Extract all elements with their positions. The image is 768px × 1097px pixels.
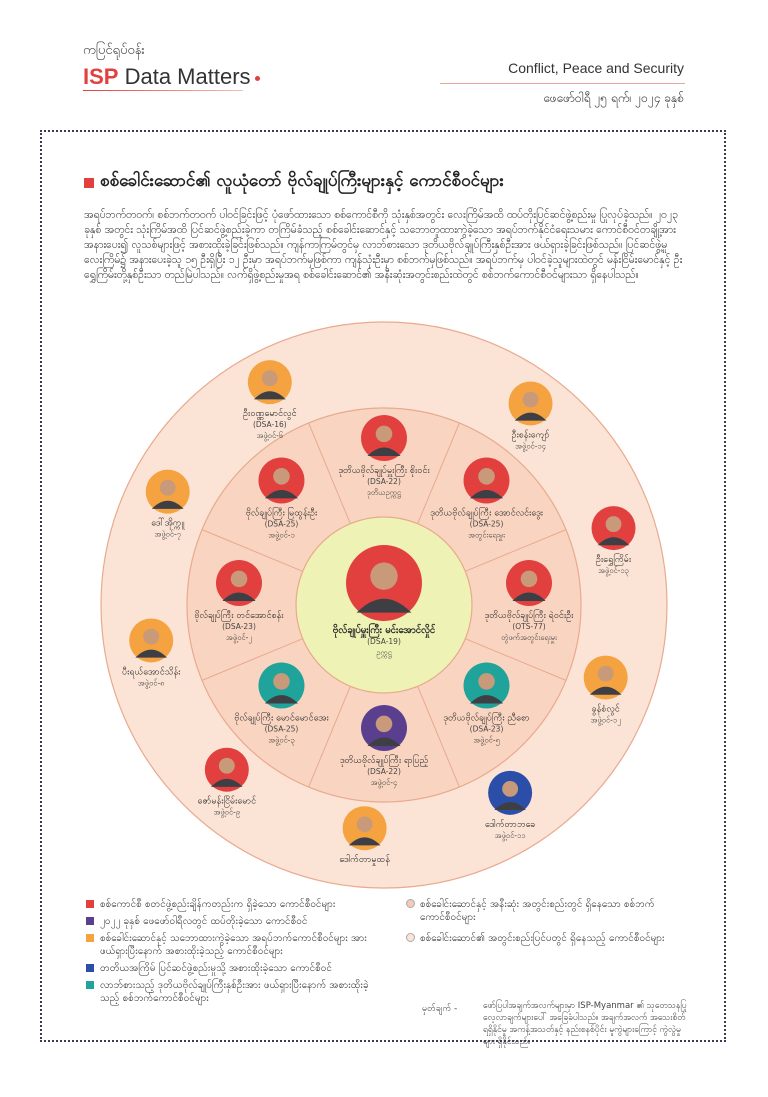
- legend-label: လာဘ်စားသည့် ဒုတိယဗိုလ်ချုပ်ကြီးနှစ်ဦးအား ဖယ်ရှားပြီးနောက် အစားထိုးခဲ့သည့် စစ်ဘက်ကောင်စီဝင်များ: [100, 980, 369, 1004]
- portrait-head-icon: [523, 392, 539, 408]
- member-name: ဗိုလ်ချုပ်ကြီး တင်အောင်စန်း: [194, 611, 284, 621]
- brand-rest: Data Matters: [124, 64, 251, 89]
- note-text: ဖော်ပြပါအချက်အလက်များမှာ ISP-Myanmar ၏ သုတေသနပြု လေ့လာချက်များပေါ် အခြေခံပါသည်။ အချက်အလက် အသေးစိတ်ရရှိနိုင်မှု အကန့်အသတ်နှင့် နည်းစနစ်ပိုင်း မူကွဲများကြောင့် ကွဲလွဲမှုများ ရှိနိုင်သည်။: [483, 1001, 687, 1047]
- member-role: တွဲဖက်အတွင်းရေးမှူး: [501, 633, 557, 642]
- member-name: ဗိုလ်ချုပ်မှူးကြီး မင်းအောင်လှိုင်: [332, 625, 436, 636]
- member-name: ဒုတိယဗိုလ်ချုပ်ကြီး ရဲဝင်းဦး: [484, 611, 574, 621]
- member-batch: (DSA-22): [367, 477, 401, 486]
- portrait-head-icon: [370, 562, 397, 589]
- portrait-head-icon: [219, 758, 235, 774]
- portrait-head-icon: [160, 480, 176, 496]
- member-role: အဖွဲ့ဝင်-၉: [213, 807, 241, 817]
- member-role: ဒုတိယဥက္ကဋ္ဌ: [366, 488, 402, 497]
- portrait-head-icon: [143, 629, 159, 645]
- member-name: ဒေါက်တာမှုထန်: [339, 855, 390, 866]
- member-name: ဇော်မန်းငြိမ်းမောင်: [197, 796, 257, 807]
- member-name: ဗိုလ်ချုပ်ကြီး မောင်မောင်အေး: [234, 713, 329, 724]
- portrait-head-icon: [598, 666, 614, 682]
- legend-swatch-icon: [86, 900, 94, 908]
- member-name: ဦးရွှေကြိမ်း: [595, 555, 632, 566]
- brand-isp: ISP: [83, 64, 119, 89]
- member-role: အဖွဲ့ဝင်-၁၁: [494, 830, 526, 840]
- note-label: မှတ်ချက် -: [422, 1004, 458, 1014]
- legend-label: စစ်ခေါင်းဆောင်နှင့် သဘောထားကွဲခဲ့သော အရပ်ဘက်ကောင်စီဝင်များ အား ဖယ်ရှားပြီးနောက် အစားထိုးခဲ့သည့် ကောင်စီဝင်များ: [100, 933, 367, 957]
- member-name: ခွန်စံလွင်: [591, 704, 620, 715]
- member-role: အဖွဲ့ဝင်-၁၄: [515, 441, 546, 451]
- member-name: ဗိုလ်ချုပ်ကြီး မြထွန်းဦး: [245, 508, 318, 519]
- member-name: ဒုတိယဗိုလ်ချုပ်ကြီး ညီစော: [443, 713, 530, 724]
- portrait-head-icon: [231, 571, 248, 588]
- member-batch: (DSA-25): [264, 519, 299, 529]
- portrait-head-icon: [262, 370, 278, 386]
- member-role: အဖွဲ့ဝင်-၁၃: [598, 566, 629, 576]
- legend-label: စစ်ခေါင်းဆောင်နှင့် အနီးဆုံး အတွင်းစည်းတွင် ရှိနေသော စစ်ဘက်ကောင်စီဝင်များ: [420, 899, 655, 923]
- member-role: ဥက္ကဋ္ဌ: [376, 648, 392, 657]
- portrait-head-icon: [273, 673, 290, 690]
- intro-paragraph: အရပ်ဘက်တဝက်၊ စစ်ဘက်တဝက် ပါဝင်ခြင်းဖြင့် ပုံဖော်ထားသော စစ်ကောင်စီကို သုံးနှစ်အတွင်း လေးကြိမ်အထိ ထပ်တိုးပြင်ဆင်ဖွဲ့စည်းမှု ပြုလုပ်ခဲ့သည်။ ၂၀၂၃ ခုနှစ် အတွင်း သုံးကြိမ်အထိ ပြင်ဆင်ဖွဲ့စည်းခဲ့ကာ တကြိမ်ခံသည့် စစ်ခေါင်းဆောင်နှင့် သဘောတူထားကွဲခဲ့သော အရပ်ဘက်နိုင်ငံရေးသမား ကောင်စီဝင်တချို့အား အနားပေး၍ လူသစ်များဖြင့် အစားထိုးခဲ့ခြင်းဖြစ်သည်။ ကျန်ကာကြမ်တွင်မှ လာဘ်စားသော ဒုတိယဗိုလ်ချုပ်ကြီးနှစ်ဦးအား ဖယ်ရှားခဲ့ခြင်းဖြစ်သည်။ ပြင်ဆင်ဖွဲ့မှု လေးကြိမ်၌ အနားပေးခဲ့သူ ၁၅ ဦးရှိပြီး ၁၂ ဦးမှာ အရပ်ဘက်မှဖြစ်ကာ ကျန်သုံးဦးမှာ စစ်ဘက်မှဖြစ်သည်။ အရပ်ဘက်မှ ပါဝင်ခဲ့သူများထဲတွင် မန်းငြိမ်းမောင်နှင့် ဦးရွှေကြိမ်းတို့နှစ်ဦးသာ တည်မြဲပါသည်။ လက်ရှိဖွဲ့စည်းမှုအရ စစ်ခေါင်းဆောင်၏ အနီးဆုံးအတွင်းစည်းထဲတွင် စစ်ဘက်ကောင်စီဝင်များသာ ရှိနေပါသည်။: [84, 209, 683, 281]
- portrait-head-icon: [357, 816, 373, 832]
- member-role: အတွင်းရေးမှူး: [468, 530, 505, 540]
- category-label: Conflict, Peace and Security: [508, 60, 684, 76]
- portrait-head-icon: [376, 716, 393, 733]
- member-name: ဒေါက်တာဘခေ: [484, 819, 536, 830]
- member-role: အဖွဲ့ဝင်-၈: [137, 678, 165, 688]
- legend-label: တတိယအကြိမ် ပြင်ဆင်ဖွဲ့စည်းမှုသို့ အစားထိုးခဲ့သော ကောင်စီဝင်: [100, 963, 332, 974]
- member-batch: (DSA-25): [469, 519, 504, 529]
- member-batch: (DSA-22): [367, 767, 401, 776]
- member-role: အဖွဲ့ဝင်-၁: [268, 530, 295, 540]
- member-role: အဖွဲ့ဝင်-၆: [256, 431, 284, 441]
- legend-label: ၂၀၂၂ ခုနှစ် ဖေဖော်ဝါရီလတွင် ထပ်တိုးခဲ့သော ကောင်စီဝင်: [100, 916, 308, 927]
- legend-label: စစ်ခေါင်းဆောင်၏ အတွင်းစည်းပြင်ပတွင် ရှိနေသည့် ကောင်စီဝင်များ: [420, 933, 665, 944]
- legend-swatch-icon: [406, 933, 415, 942]
- member-name: ဒုတိယဗိုလ်ချုပ်ကြီး ရာပြည့်: [339, 756, 429, 766]
- member-name: ဒုတိယဗိုလ်ချုပ်ကြီး အောင်လင်းဒွေး: [430, 508, 543, 519]
- portrait-head-icon: [606, 516, 622, 532]
- portrait-head-icon: [376, 426, 393, 443]
- portrait-head-icon: [478, 673, 495, 690]
- member-role: အဖွဲ့ဝင်-၃: [268, 735, 295, 745]
- member-role: အဖွဲ့ဝင်-၁၂: [590, 715, 621, 725]
- publish-date: ဖေဖော်ဝါရီ ၂၅ ရက်၊ ၂၀၂၄ ခုနှစ်: [543, 91, 684, 105]
- member-name: ပီးရယ်အောင်သိန်း: [121, 667, 181, 678]
- legend-swatch-icon: [86, 934, 94, 942]
- header-small-label: ကပြင်ရုပ်ဝန်း: [83, 43, 145, 58]
- portrait-head-icon: [521, 571, 538, 588]
- portrait-head-icon: [502, 781, 518, 797]
- member-batch: (DSA-25): [264, 724, 299, 734]
- legend-swatch-icon: [86, 981, 94, 989]
- member-name: ဒေါ်အိုက္ကူ: [151, 518, 185, 529]
- portrait-head-icon: [273, 468, 290, 485]
- member-batch: (DSA-16): [252, 420, 287, 430]
- member-batch: (DSA-23): [222, 622, 256, 631]
- member-role: အဖွဲ့ဝင်-၅: [473, 735, 500, 745]
- member-role: အဖွဲ့ဝင်-၄: [370, 778, 398, 787]
- legend-swatch-icon: [406, 899, 415, 908]
- legend-swatch-icon: [86, 964, 94, 972]
- member-role: အဖွဲ့ဝင်-၂: [226, 633, 252, 642]
- member-name: ဦးဝဏ္ဏမောင်လွင်: [243, 409, 297, 420]
- member-batch: (OTS-77): [512, 622, 546, 631]
- member-name: ဦးစန်းကျော်: [511, 430, 550, 441]
- member-batch: (DSA-19): [367, 637, 401, 646]
- legend-swatch-icon: [86, 917, 94, 925]
- member-role: အဖွဲ့ဝင်-၇: [154, 529, 181, 539]
- member-batch: (DSA-23): [469, 724, 504, 734]
- portrait-head-icon: [478, 468, 495, 485]
- legend-label: စစ်ကောင်စီ စတင်ဖွဲ့စည်းချိန်ကတည်းက ရှိခဲ့သော ကောင်စီဝင်များ: [100, 899, 336, 910]
- page-title: စစ်ခေါင်းဆောင်၏ လူယုံတော် ဗိုလ်ချုပ်ကြီးများနှင့် ကောင်စီဝင်များ: [100, 171, 504, 191]
- member-name: ဒုတိယဗိုလ်ချုပ်မှူးကြီး စိုးဝင်း: [338, 466, 430, 476]
